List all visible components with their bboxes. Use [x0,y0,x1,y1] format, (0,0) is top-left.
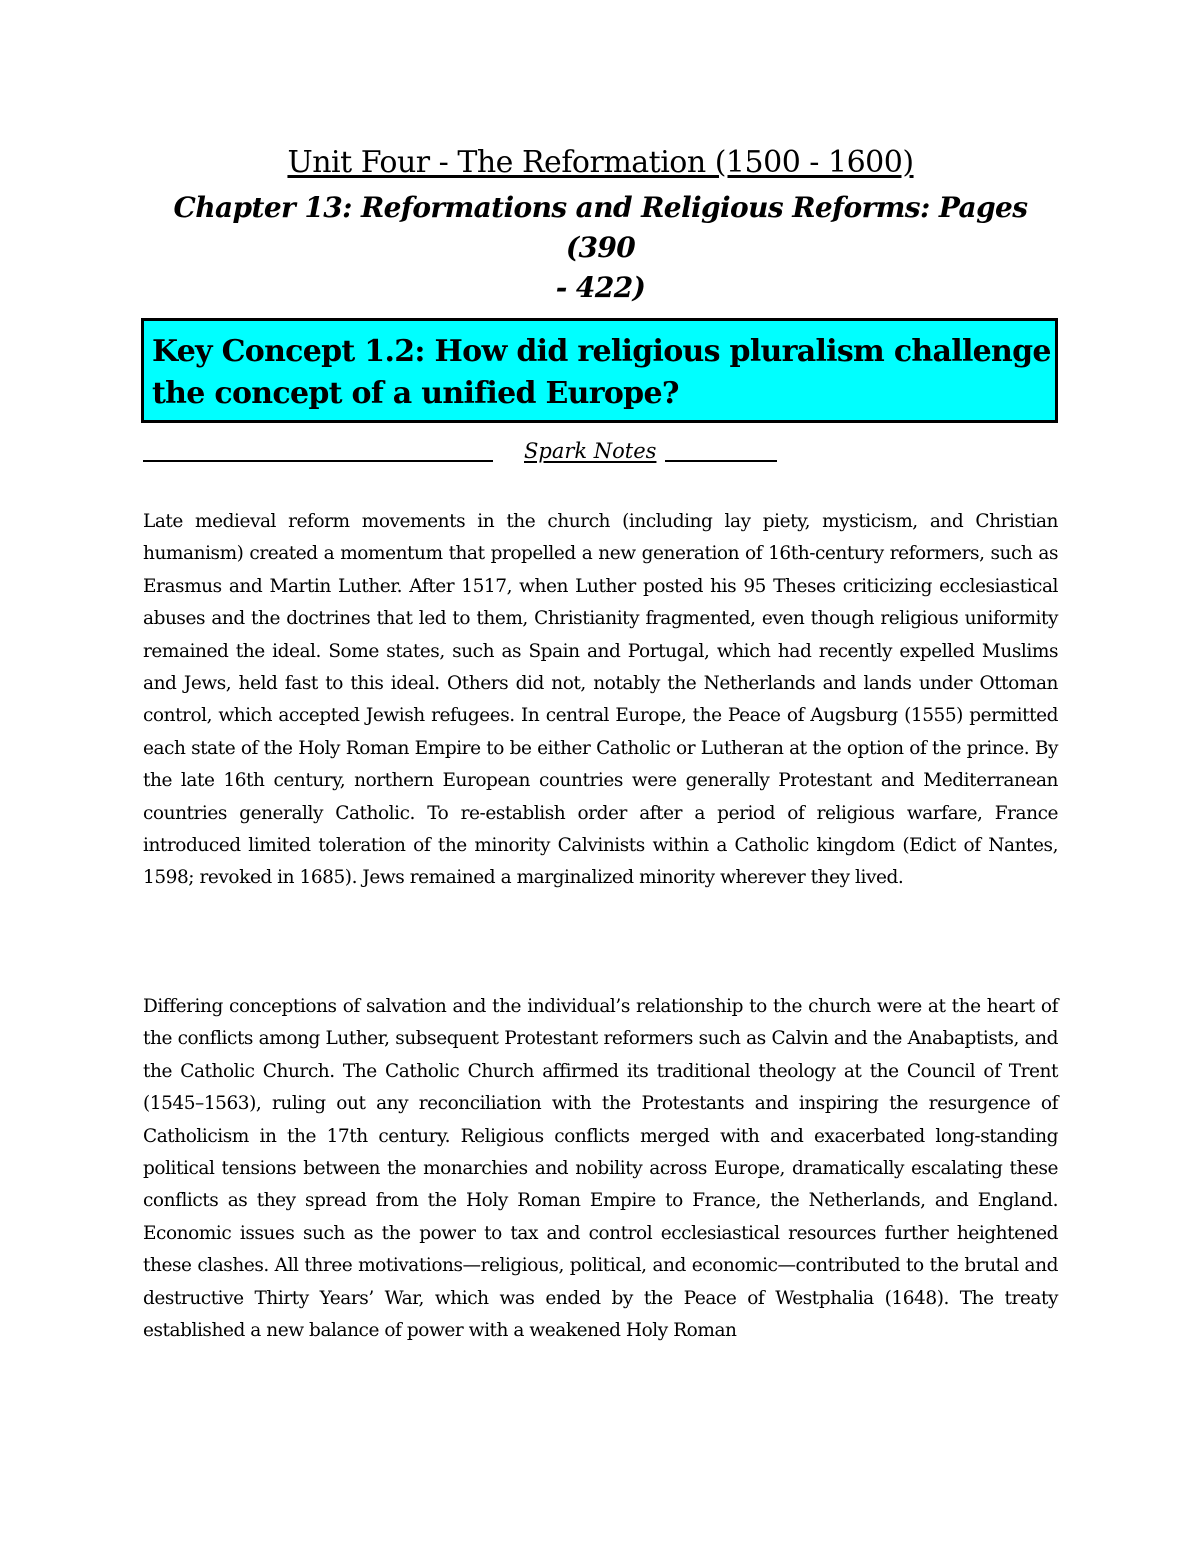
underline-rule-left [143,460,493,462]
chapter-subtitle-line1: Chapter 13: Reformations and Religious Reforms: Pages (390 [173,191,1028,264]
spark-notes-header [143,436,1058,472]
body-paragraph-2: Differing conceptions of salvation and the individual’s relationship to the church were at the heart of the conflicts among Luther, subsequent Protestant reformers such as Calvin and the Anabaptists, and the Catholic Church. The Catholic Church affirmed its traditional theology at the Council of Trent (1545–1563), ruling out any reconciliation with the Protestants and inspiring the resurgence of Catholicism in the 17th century. Religious conflicts merged with and exacerbated long-standing political tensions between the monarchies and nobility across Europe, dramatically escalating these conflicts as they spread from the Holy Roman Empire to France, the Netherlands, and England. Economic issues such as the power to tax and control ecclesiastical resources further heightened these clashes. All three motivations—religious, political, and economic—contributed to the brutal and destructive Thirty Years’ War, which was ended by the Peace of Westphalia (1648). The treaty established a new balance of power with a weakened Holy Roman [143,996,1058,1342]
underline-rule-right [665,460,777,462]
unit-title: Unit Four - The Reformation (1500 - 1600) [287,145,914,180]
spark-notes-label: Spark Notes [524,439,657,463]
chapter-subtitle [143,188,1058,308]
key-concept-line1: Key Concept 1.2: How did religious pluralism challenge [152,334,1051,369]
chapter-subtitle-line2: - 422) [555,271,646,304]
body-paragraph-1: Late medieval reform movements in the church (including lay piety, mysticism, and Christian humanism) created a momentum that propelled a new generation of 16th-century reformers, such as Erasmus and Martin Luther. After 1517, when Luther posted his 95 Theses criticizing ecclesiastical abuses and the doctrines that led to them, Christianity fragmented, even though religious uniformity remained the ideal. Some states, such as Spain and Portugal, which had recently expelled Muslims and Jews, held fast to this ideal. Others did not, notably the Netherlands and lands under Ottoman control, which accepted Jewish refugees. In central Europe, the Peace of Augsburg (1555) permitted each state of the Holy Roman Empire to be either Catholic or Lutheran at the option of the prince. By the late 16th century, northern European countries were generally Protestant and Mediterranean countries generally Catholic. To re-establish order after a period of religious warfare, France introduced limited toleration of the minority Calvinists within a Catholic kingdom (Edict of Nantes, 1598; revoked in 1685). Jews remained a marginalized minority wherever they lived. [143,511,1058,889]
key-concept-line2: the concept of a unified Europe? [152,376,679,411]
key-concept-box [141,318,1058,423]
